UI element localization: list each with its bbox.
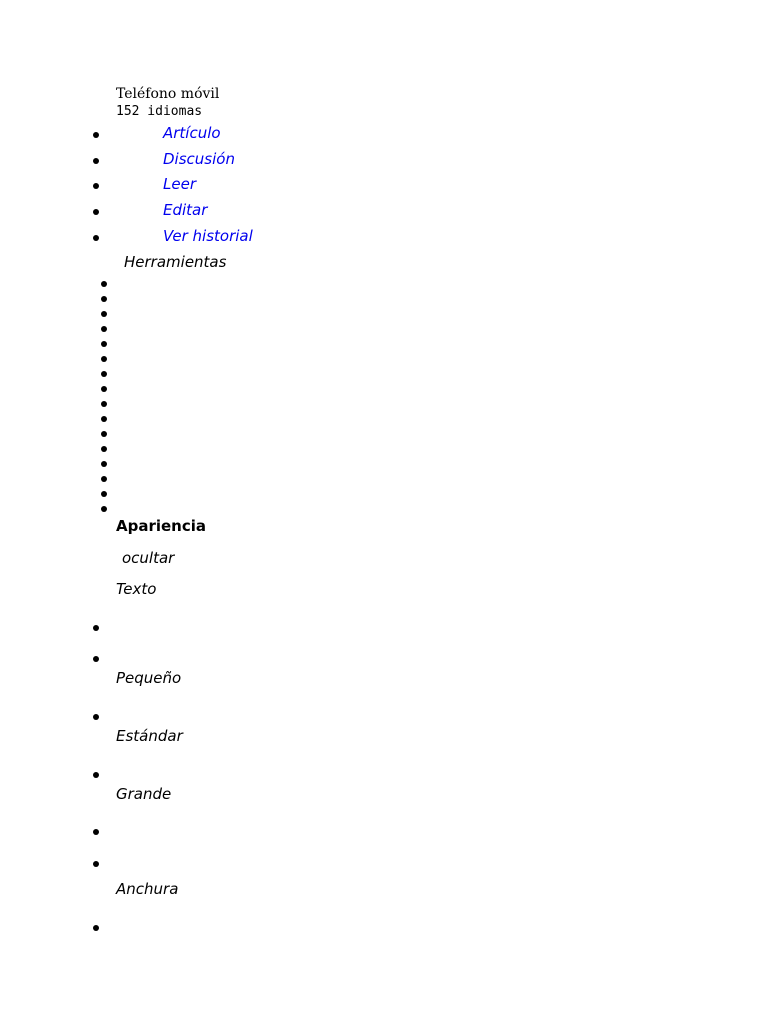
page-title: Teléfono móvil <box>116 86 220 102</box>
list-bullet <box>93 772 99 778</box>
tools-menu-item[interactable] <box>101 401 107 407</box>
list-bullet <box>93 625 99 631</box>
list-bullet <box>93 158 99 164</box>
tools-menu-item[interactable] <box>101 491 107 497</box>
list-bullet <box>93 183 99 189</box>
tab-edit[interactable]: Editar <box>163 201 208 219</box>
tools-menu-item[interactable] <box>101 431 107 437</box>
language-selector[interactable]: 152 idiomas <box>116 104 203 119</box>
tools-menu-item[interactable] <box>101 371 107 377</box>
text-size-standard-option[interactable]: Estándar <box>116 727 183 745</box>
text-size-large-option[interactable]: Grande <box>116 785 172 803</box>
width-label: Anchura <box>116 880 179 898</box>
list-bullet <box>93 656 99 662</box>
appearance-heading: Apariencia <box>116 517 207 535</box>
tools-menu-item[interactable] <box>101 311 107 317</box>
tools-menu-item[interactable] <box>101 296 107 302</box>
list-bullet <box>93 235 99 241</box>
tools-menu-toggle[interactable]: Herramientas <box>124 253 227 271</box>
tools-menu-item[interactable] <box>101 476 107 482</box>
list-bullet <box>93 861 99 867</box>
tools-menu-item[interactable] <box>101 341 107 347</box>
tools-menu-item[interactable] <box>101 506 107 512</box>
list-bullet <box>93 829 99 835</box>
tools-menu-item[interactable] <box>101 461 107 467</box>
tools-menu-item[interactable] <box>101 386 107 392</box>
tab-discussion[interactable]: Discusión <box>163 150 235 168</box>
text-size-small-option[interactable]: Pequeño <box>116 669 182 687</box>
tools-menu-item[interactable] <box>101 446 107 452</box>
tools-menu-item[interactable] <box>101 416 107 422</box>
tools-menu-item[interactable] <box>101 326 107 332</box>
list-bullet <box>93 209 99 215</box>
appearance-hide-button[interactable]: ocultar <box>122 549 175 567</box>
list-bullet <box>93 132 99 138</box>
list-bullet <box>93 714 99 720</box>
tools-menu-item[interactable] <box>101 356 107 362</box>
tab-view-history[interactable]: Ver historial <box>163 227 253 245</box>
list-bullet <box>93 925 99 931</box>
tab-article[interactable]: Artículo <box>163 124 221 142</box>
text-size-label: Texto <box>116 580 157 598</box>
tab-read[interactable]: Leer <box>163 175 196 193</box>
tools-menu-item[interactable] <box>101 281 107 287</box>
